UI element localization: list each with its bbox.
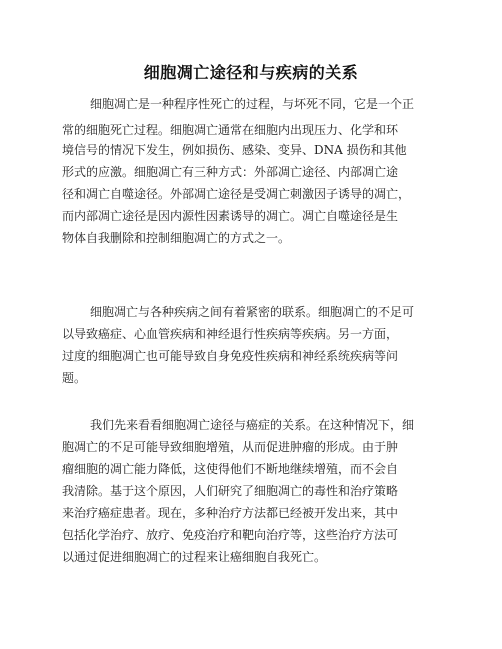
paragraph-line: 瘤细胞的凋亡能力降低，这使得他们不断地继续增殖，而不会自 [62,462,399,476]
paragraph-line: 常的细胞死亡过程。细胞凋亡通常在细胞内出现压力、化学和环 [62,123,399,137]
paragraph-line: 形式的应激。细胞凋亡有三种方式：外部凋亡途径、内部凋亡途 [62,165,399,179]
document-title: 细胞凋亡途径和与疾病的关系 [143,63,359,82]
paragraph-line: 以导致癌症、心血管疾病和神经退行性疾病等疾病。另一方面， [62,327,399,341]
paragraph-line: 来治疗癌症患者。现在，多种治疗方法都已经被开发出来，其中 [62,506,399,520]
paragraph-line: 题。 [62,371,87,385]
paragraph-line: 物体自我删除和控制细胞凋亡的方式之一。 [62,231,291,245]
paragraph-line: 我清除。基于这个原因，人们研究了细胞凋亡的毒性和治疗策略 [62,484,399,498]
paragraph-line: 径和凋亡自噬途径。外部凋亡途径是受凋亡刺激因子诱导的凋亡， [62,187,411,201]
paragraph-line: 细胞凋亡是一种程序性死亡的过程，与坏死不同，它是一个正 [90,97,415,111]
paragraph-line: 以通过促进细胞凋亡的过程来让癌细胞自我死亡。 [62,550,327,564]
paragraph-line: 而内部凋亡途径是因内源性因素诱导的凋亡。凋亡自噬途径是生 [62,209,399,223]
paragraph-line: 过度的细胞凋亡也可能导致自身免疫性疾病和神经系统疾病等问 [62,349,399,363]
paragraph-line: 我们先来看看细胞凋亡途径与癌症的关系。在这种情况下，细 [90,418,415,432]
paragraph-line: 细胞凋亡与各种疾病之间有着紧密的联系。细胞凋亡的不足可 [90,305,415,319]
paragraph-line: 包括化学治疗、放疗、免疫治疗和靶向治疗等，这些治疗方法可 [62,528,399,542]
paragraph-line: 境信号的情况下发生，例如损伤、感染、变异、DNA 损伤和其他 [62,143,407,157]
paragraph-line: 胞凋亡的不足可能导致细胞增殖，从而促进肿瘤的形成。由于肿 [62,440,399,454]
